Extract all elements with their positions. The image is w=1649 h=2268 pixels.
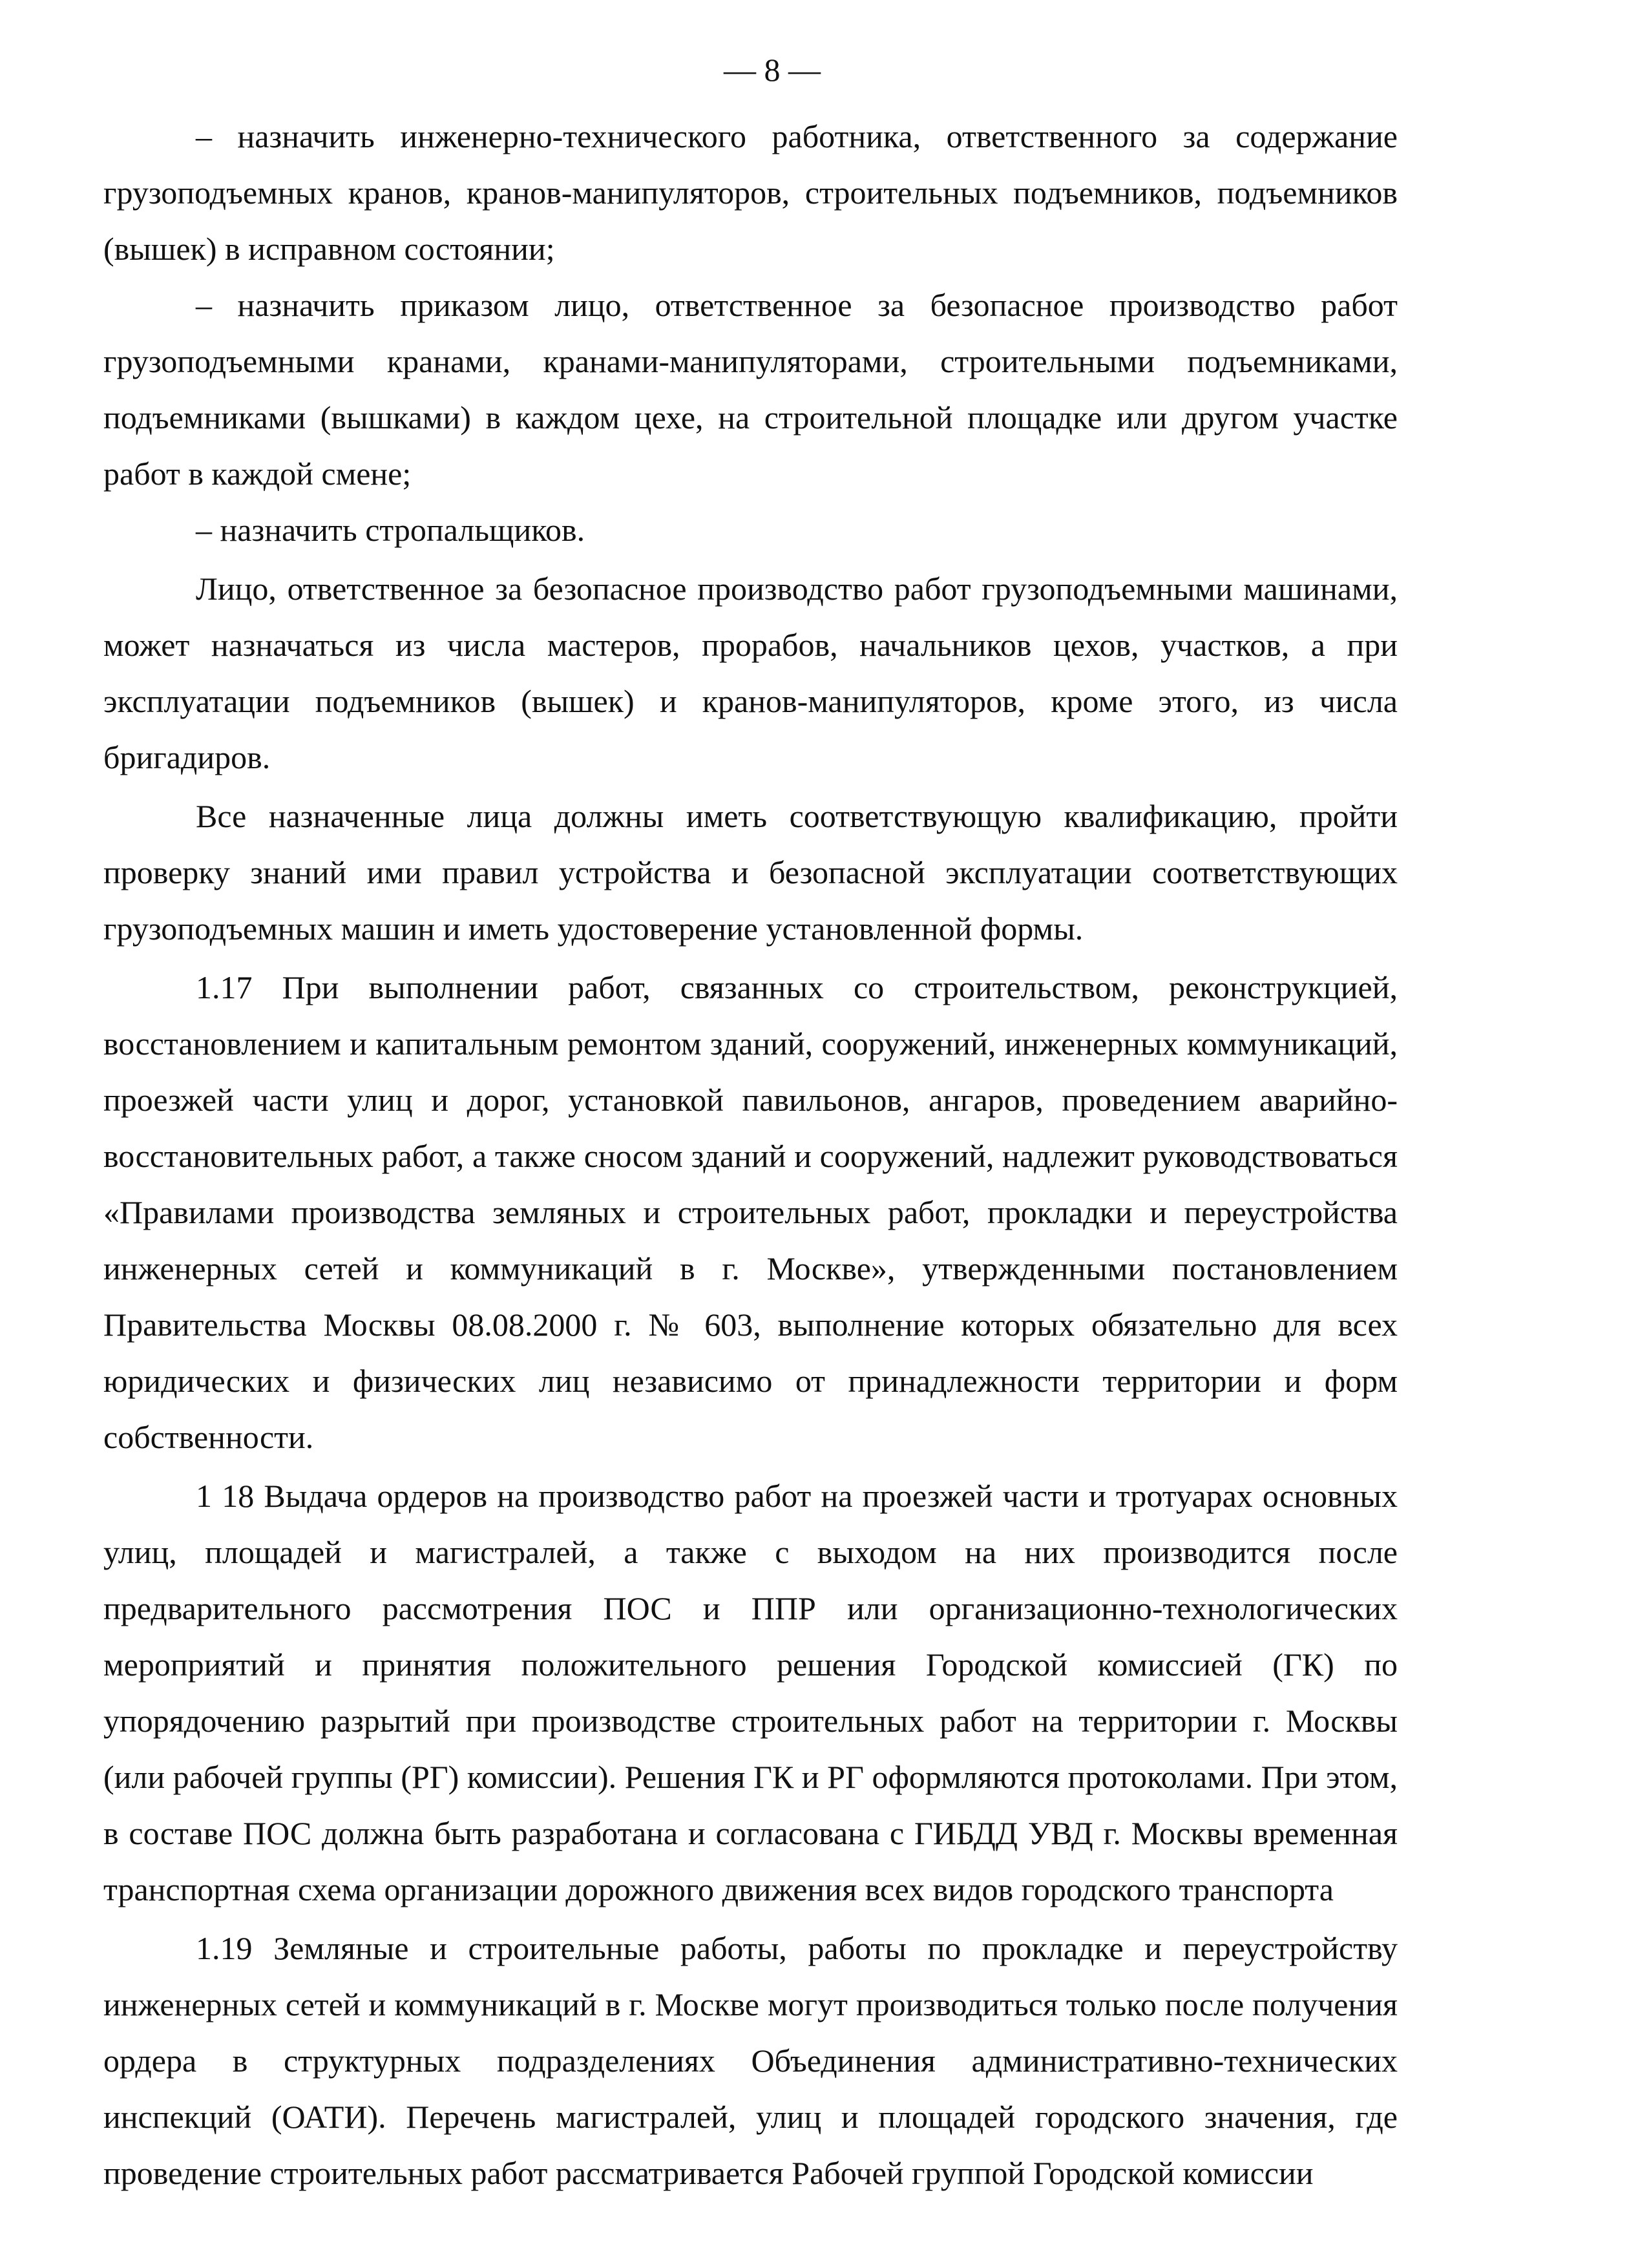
paragraph: Все назначенные лица должны иметь соответствующую квалификацию, пройти проверку знаний ими правил устройства и безопасной эксплуатации соответствующих грузоподъемных машин и иметь удостоверение установленной формы.	[103, 798, 1398, 947]
page-number: — 8 —	[724, 52, 821, 88]
bullet-item: – назначить приказом лицо, ответственное за безопасное производство работ грузоподъемными кранами, кранами-манипуляторами, строительными подъемниками, подъемниками (вышками) в каждом цехе, на строительной площадке или другом участке работ в каждой смене;	[103, 287, 1398, 492]
paragraph: Лицо, ответственное за безопасное производство работ грузоподъемными машинами, может назначаться из числа мастеров, прорабов, начальников цехов, участков, а при эксплуатации подъемников (вышек) и кранов-манипуляторов, кроме этого, из числа бригадиров.	[103, 571, 1398, 775]
bullet-item: – назначить инженерно-технического работника, ответственного за содержание грузоподъемных кранов, кранов-манипуляторов, строительных подъемников, подъемников (вышек) в исправном состоянии;	[103, 118, 1398, 267]
document-body	[103, 109, 1398, 2201]
paragraph-1-17: 1.17 При выполнении работ, связанных со строительством, реконструкцией, восстановлением и капитальным ремонтом зданий, сооружений, инженерных коммуникаций, проезжей части улиц и дорог, установкой павильонов, ангаров, проведением аварийно-восстановительных работ, а также сносом зданий и сооружений, надлежит руководствоваться «Правилами производства земляных и строительных работ, прокладки и переустройства инженерных сетей и коммуникаций в г. Москве», утвержденными постановлением Правительства Москвы 08.08.2000 г. № 603, выполнение которых обязательно для всех юридических и физических лиц независимо от принадлежности территории и форм собственности.	[103, 969, 1398, 1455]
paragraph-1-19: 1.19 Земляные и строительные работы, работы по прокладке и переустройству инженерных сетей и коммуникаций в г. Москве могут производиться только после получения ордера в структурных подразделениях Объединения административно-технических инспекций (ОАТИ). Перечень магистралей, улиц и площадей городского значения, где проведение строительных работ рассматривается Рабочей группой Городской комиссии	[103, 1930, 1398, 2191]
bullet-item: – назначить стропальщиков.	[196, 512, 585, 548]
paragraph-1-18: 1 18 Выдача ордеров на производство работ на проезжей части и тротуарах основных улиц, площадей и магистралей, а также с выходом на них производится после предварительного рассмотрения ПОС и ППР или организационно-технологических мероприятий и принятия положительного решения Городской комиссией (ГК) по упорядочению разрытий при производстве строительных работ на территории г. Москвы (или рабочей группы (РГ) комиссии). Решения ГК и РГ оформляются протоколами. При этом, в составе ПОС должна быть разработана и согласована с ГИБДД УВД г. Москвы временная транспортная схема организации дорожного движения всех видов городского транспорта	[103, 1478, 1398, 1907]
